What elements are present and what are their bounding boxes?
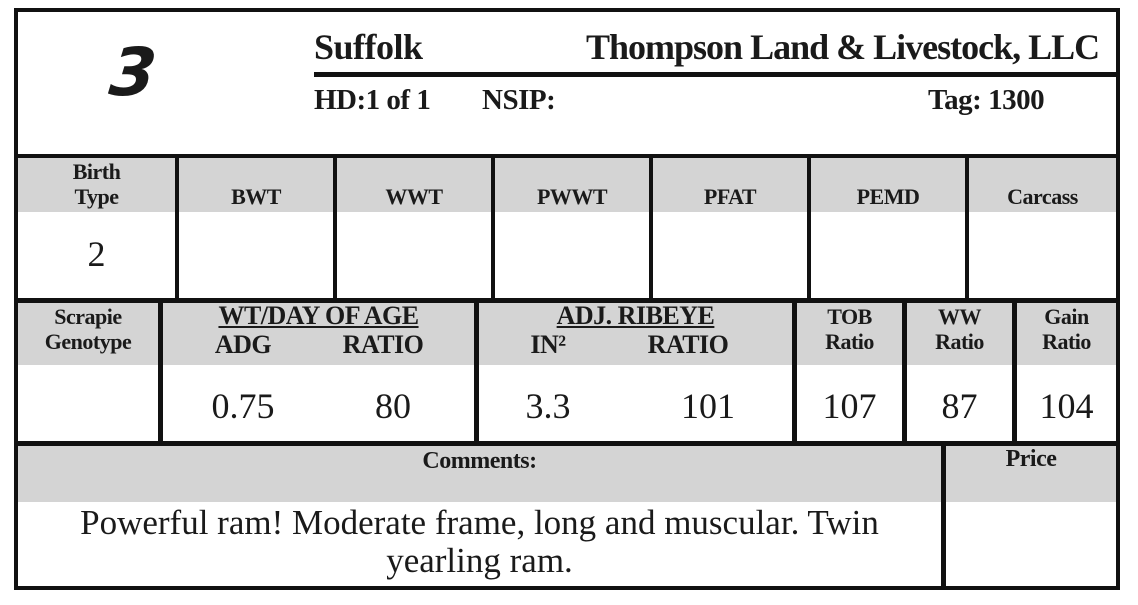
- header-rule: [314, 72, 1120, 77]
- adg-ratio-value: 80: [375, 386, 411, 426]
- nsip-label: NSIP:: [482, 84, 556, 116]
- gain-ratio-header: Gain Ratio: [1042, 304, 1091, 355]
- tob-ratio-header: TOB Ratio: [825, 304, 874, 355]
- comment-text: Powerful ram! Moderate frame, long and muscular. Twin yearling ram.: [80, 503, 879, 580]
- wt-day-of-age-header: WT/DAY OF AGE: [218, 301, 419, 330]
- scrapie-genotype-header: Scrapie Genotype: [44, 304, 132, 355]
- pwwt-header: PWWT: [536, 184, 608, 209]
- adg-ratio-header: RATIO: [342, 330, 424, 359]
- tag-label: Tag: 1300: [928, 84, 1045, 116]
- price-label: Price: [1005, 446, 1057, 472]
- pemd-header: PEMD: [856, 184, 920, 209]
- breed-name: Suffolk: [314, 27, 423, 67]
- ribeye-in2-header: IN²: [530, 330, 566, 359]
- ribeye-ratio-value: 101: [681, 386, 735, 426]
- tob-ratio-value: 107: [822, 386, 877, 426]
- wwt-header: WWT: [385, 184, 443, 209]
- lot-number: 3: [106, 34, 161, 111]
- carcass-header: Carcass: [1007, 184, 1078, 209]
- gain-ratio-value: 104: [1039, 386, 1094, 426]
- birth-type-header: Birth Type: [72, 159, 121, 210]
- comments-label: Comments:: [422, 448, 537, 474]
- ribeye-in2-value: 3.3: [525, 386, 571, 426]
- bwt-header: BWT: [231, 184, 281, 209]
- ribeye-ratio-header: RATIO: [647, 330, 729, 359]
- hd-label: HD:1 of 1: [314, 84, 431, 116]
- adg-header: ADG: [214, 330, 272, 359]
- adj-ribeye-header: ADJ. RIBEYE: [556, 301, 715, 330]
- farm-name: Thompson Land & Livestock, LLC: [586, 27, 1100, 67]
- birth-type-value: 2: [87, 234, 106, 274]
- pfat-header: PFAT: [703, 184, 757, 209]
- adg-value: 0.75: [211, 386, 275, 426]
- ww-ratio-value: 87: [941, 386, 978, 426]
- ww-ratio-header: WW Ratio: [935, 304, 984, 355]
- sale-card: [14, 8, 1120, 590]
